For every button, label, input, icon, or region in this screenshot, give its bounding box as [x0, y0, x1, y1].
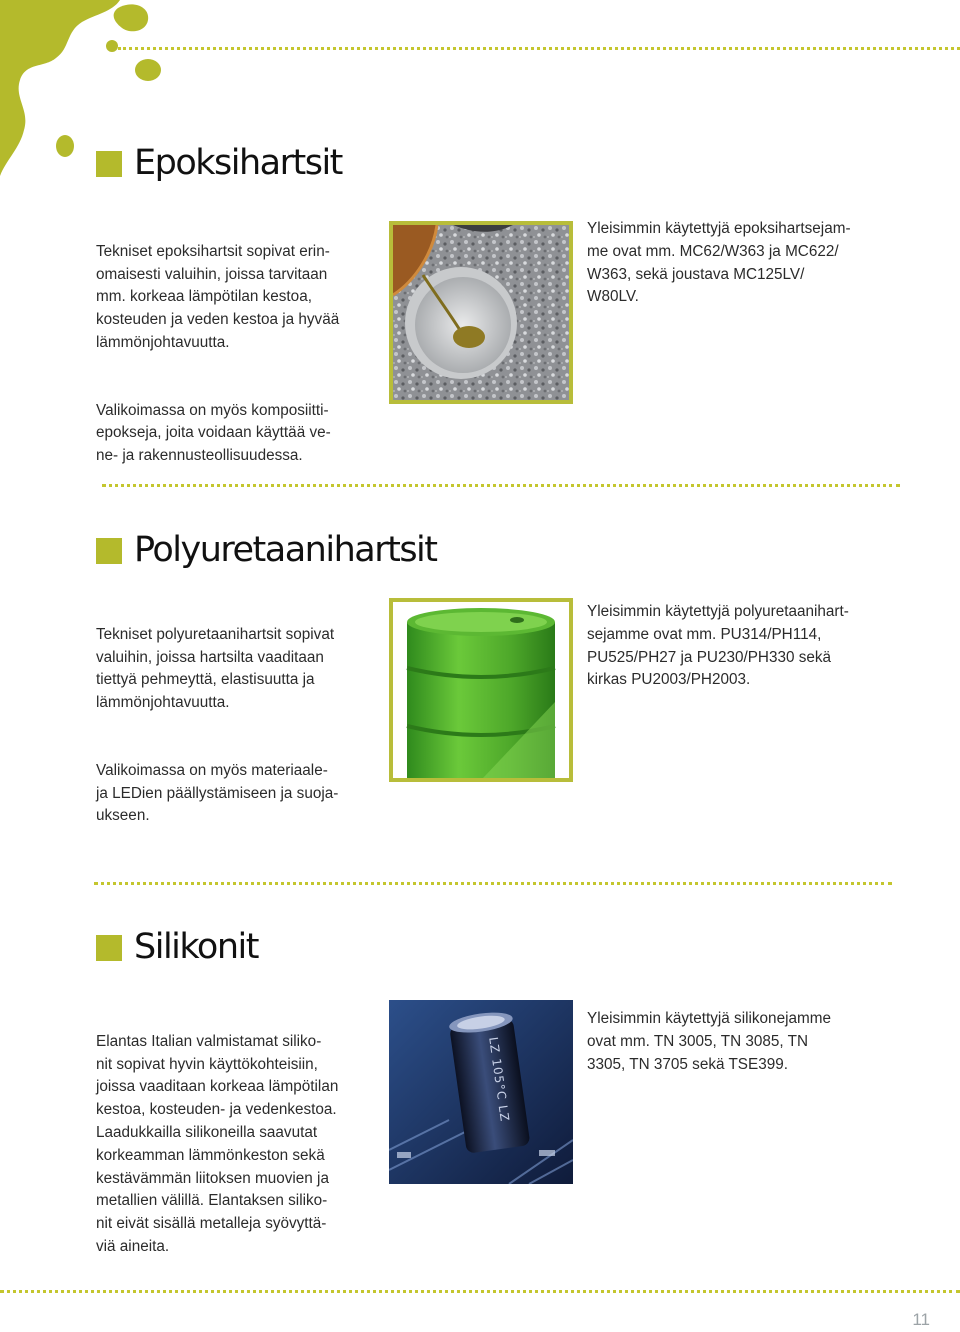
paragraph: Tekniset epoksihartsit sopivat erin- omaisesti valuihin, joissa tarvitaan mm. korkeaa lämpötilan kestoa, kosteuden ja veden kestoa ja hyvää lämmönjohtavuutta.	[96, 242, 340, 351]
capacitor-label: LZ 105°C LZ	[486, 1036, 512, 1123]
heading-square-marker	[96, 935, 122, 961]
bottom-dotted-divider	[0, 1290, 960, 1293]
paragraph: Valikoimassa on myös komposiitti- epokseja, joita voidaan käyttää ve- ne- ja rakennusteollisuudessa.	[96, 401, 331, 465]
epoksi-left-text	[96, 218, 386, 491]
section-title: Epoksihartsit	[134, 143, 342, 183]
dotted-divider	[94, 882, 892, 885]
epoxy-bucket-photo	[389, 221, 573, 404]
silikonit-right-text: Yleisimmin käytettyjä silikonejamme ovat mm. TN 3005, TN 3085, TN 3305, TN 3705 sekä TSE399.	[587, 1010, 831, 1073]
section-title: Polyuretaanihartsit	[134, 530, 437, 570]
page-number: 11	[912, 1310, 930, 1329]
paragraph: Valikoimassa on myös materiaale- ja LEDien päällystämiseen ja suoja- ukseen.	[96, 761, 339, 825]
paragraph: Elantas Italian valmistamat siliko- nit sopivat hyvin käyttökohteisiin, joissa vaaditaan korkeaa lämpötilan kestoa, kosteuden- ja vedenkestoa. Laadukkailla silikoneilla saavutat korkeamman lämmönkeston sekä kestävämmän liitoksen muovien ja metallien välillä. Elantaksen siliko- nit eivät sisällä metalleja syövyttä- viä aineita.	[96, 1032, 339, 1255]
top-dotted-divider	[118, 47, 960, 50]
green-drum-photo	[389, 598, 573, 782]
capacitor-photo	[389, 1000, 573, 1184]
section-heading-silikonit	[96, 927, 258, 967]
epoksi-right-text: Yleisimmin käytettyjä epoksihartsejam- me ovat mm. MC62/W363 ja MC622/ W363, sekä joustava MC125LV/ W80LV.	[587, 220, 851, 306]
section-title: Silikonit	[134, 927, 258, 967]
paragraph: Tekniset polyuretaanihartsit sopivat valuihin, joissa hartsilta vaaditaan tiettyä pehmeyttä, elastisuutta ja lämmönjohtavuutta.	[96, 625, 335, 712]
section-heading-epoksihartsit	[96, 143, 342, 183]
dotted-divider	[102, 484, 900, 487]
polyuretaani-left-text	[96, 601, 386, 851]
polyuretaani-right-text: Yleisimmin käytettyjä polyuretaanihart- sejamme ovat mm. PU314/PH114, PU525/PH27 ja PU230/PH330 sekä kirkas PU2003/PH2003.	[587, 603, 849, 689]
section-heading-polyuretaanihartsit	[96, 530, 437, 570]
heading-square-marker	[96, 538, 122, 564]
heading-square-marker	[96, 151, 122, 177]
silikonit-left-text	[96, 1008, 386, 1282]
